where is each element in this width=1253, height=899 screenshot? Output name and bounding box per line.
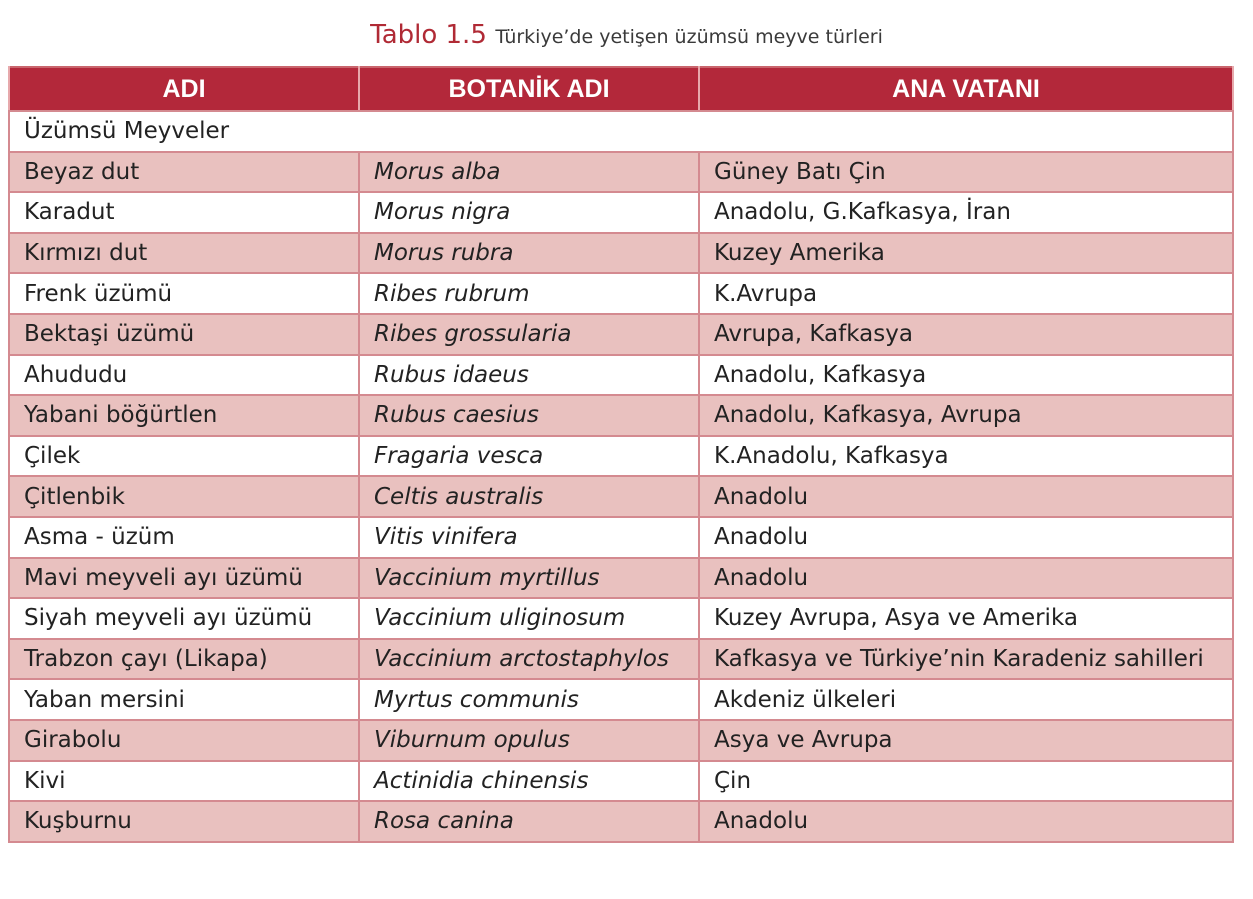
table-row xyxy=(9,192,1233,233)
cell-origin: Kuzey Amerika xyxy=(699,233,1233,274)
table-row xyxy=(9,720,1233,761)
cell-botanic-name: Ribes rubrum xyxy=(359,273,699,314)
group-label: Üzümsü Meyveler xyxy=(9,111,1233,152)
cell-botanic-name: Viburnum opulus xyxy=(359,720,699,761)
table-row xyxy=(9,233,1233,274)
cell-origin: Kafkasya ve Türkiye’nin Karadeniz sahilleri xyxy=(699,639,1233,680)
cell-origin: Anadolu xyxy=(699,517,1233,558)
cell-origin: Asya ve Avrupa xyxy=(699,720,1233,761)
cell-origin: Kuzey Avrupa, Asya ve Amerika xyxy=(699,598,1233,639)
table-row xyxy=(9,152,1233,193)
cell-origin: Akdeniz ülkeleri xyxy=(699,679,1233,720)
column-header-name: ADI xyxy=(9,67,359,111)
cell-origin: Anadolu xyxy=(699,558,1233,599)
table-row xyxy=(9,436,1233,477)
cell-botanic-name: Morus rubra xyxy=(359,233,699,274)
cell-origin: Çin xyxy=(699,761,1233,802)
table-row xyxy=(9,558,1233,599)
table-body xyxy=(9,111,1233,842)
table-row xyxy=(9,355,1233,396)
cell-botanic-name: Fragaria vesca xyxy=(359,436,699,477)
cell-name: Karadut xyxy=(9,192,359,233)
cell-botanic-name: Rubus caesius xyxy=(359,395,699,436)
table-row xyxy=(9,273,1233,314)
cell-name: Kivi xyxy=(9,761,359,802)
cell-name: Mavi meyveli ayı üzümü xyxy=(9,558,359,599)
cell-name: Kırmızı dut xyxy=(9,233,359,274)
cell-botanic-name: Vaccinium uliginosum xyxy=(359,598,699,639)
table-row xyxy=(9,801,1233,842)
table-row xyxy=(9,517,1233,558)
cell-origin: Avrupa, Kafkasya xyxy=(699,314,1233,355)
cell-origin: K.Avrupa xyxy=(699,273,1233,314)
cell-name: Çilek xyxy=(9,436,359,477)
cell-name: Çitlenbik xyxy=(9,476,359,517)
cell-name: Siyah meyveli ayı üzümü xyxy=(9,598,359,639)
table-row xyxy=(9,598,1233,639)
table-caption xyxy=(0,20,1253,50)
cell-origin: K.Anadolu, Kafkasya xyxy=(699,436,1233,477)
cell-origin: Anadolu, Kafkasya, Avrupa xyxy=(699,395,1233,436)
header-row xyxy=(9,67,1233,111)
cell-botanic-name: Vaccinium myrtillus xyxy=(359,558,699,599)
cell-botanic-name: Morus nigra xyxy=(359,192,699,233)
cell-botanic-name: Ribes grossularia xyxy=(359,314,699,355)
cell-botanic-name: Morus alba xyxy=(359,152,699,193)
cell-origin: Anadolu xyxy=(699,801,1233,842)
table-row xyxy=(9,639,1233,680)
cell-origin: Güney Batı Çin xyxy=(699,152,1233,193)
cell-name: Trabzon çayı (Likapa) xyxy=(9,639,359,680)
cell-name: Bektaşi üzümü xyxy=(9,314,359,355)
table-row xyxy=(9,476,1233,517)
cell-botanic-name: Rosa canina xyxy=(359,801,699,842)
cell-botanic-name: Vitis vinifera xyxy=(359,517,699,558)
column-header-botanic: BOTANİK ADI xyxy=(359,67,699,111)
table-row xyxy=(9,761,1233,802)
cell-name: Yaban mersini xyxy=(9,679,359,720)
cell-origin: Anadolu, G.Kafkasya, İran xyxy=(699,192,1233,233)
cell-botanic-name: Rubus idaeus xyxy=(359,355,699,396)
cell-origin: Anadolu xyxy=(699,476,1233,517)
table-header xyxy=(9,67,1233,111)
table-row xyxy=(9,395,1233,436)
fruit-table xyxy=(8,66,1234,843)
cell-name: Yabani böğürtlen xyxy=(9,395,359,436)
cell-name: Asma - üzüm xyxy=(9,517,359,558)
group-row xyxy=(9,111,1233,152)
cell-name: Girabolu xyxy=(9,720,359,761)
cell-name: Kuşburnu xyxy=(9,801,359,842)
caption-text: Türkiye’de yetişen üzümsü meyve türleri xyxy=(495,26,883,48)
column-header-origin: ANA VATANI xyxy=(699,67,1233,111)
table-row xyxy=(9,679,1233,720)
cell-name: Frenk üzümü xyxy=(9,273,359,314)
cell-botanic-name: Celtis australis xyxy=(359,476,699,517)
cell-botanic-name: Vaccinium arctostaphylos xyxy=(359,639,699,680)
table-row xyxy=(9,314,1233,355)
cell-botanic-name: Actinidia chinensis xyxy=(359,761,699,802)
cell-origin: Anadolu, Kafkasya xyxy=(699,355,1233,396)
cell-name: Ahududu xyxy=(9,355,359,396)
cell-botanic-name: Myrtus communis xyxy=(359,679,699,720)
caption-label: Tablo 1.5 xyxy=(370,20,487,50)
cell-name: Beyaz dut xyxy=(9,152,359,193)
